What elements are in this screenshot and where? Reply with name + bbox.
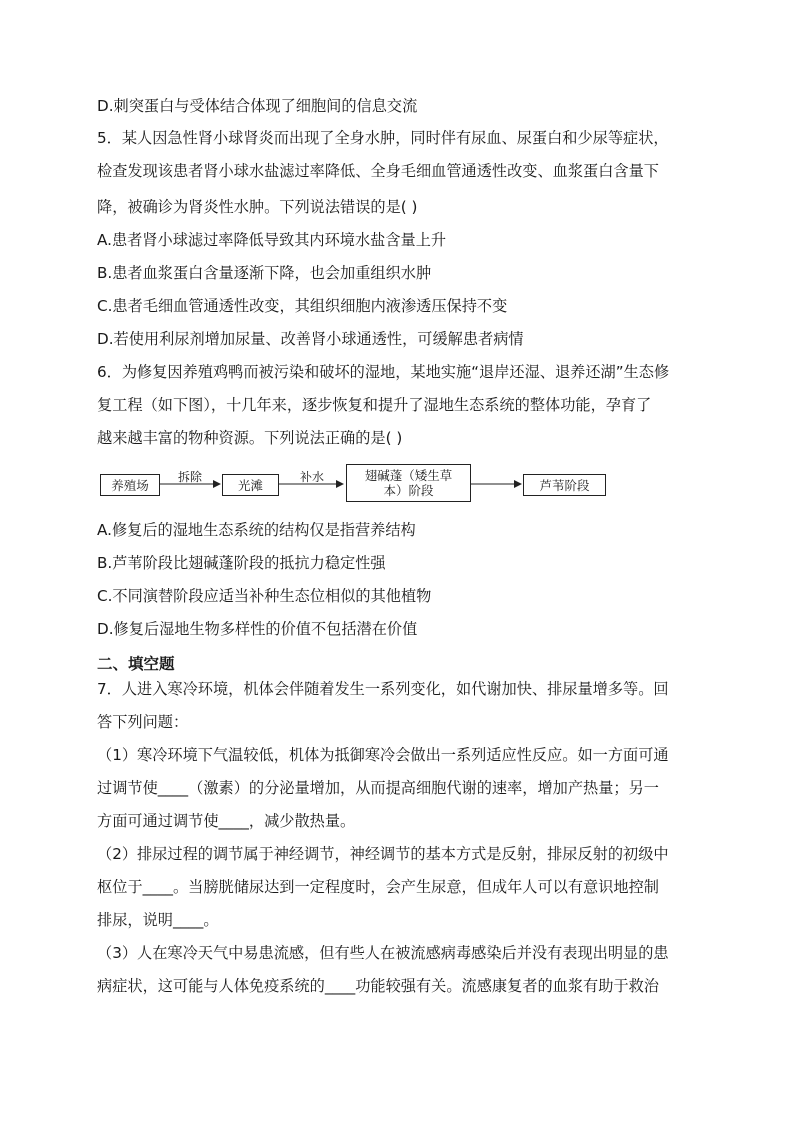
q5-option-b: B.患者血浆蛋白含量逐渐下降，也会加重组织水肿 (97, 264, 432, 282)
q7-stem-line-2: 答下列问题： (97, 713, 189, 731)
succession-flow-diagram (97, 463, 617, 503)
q5-option-a: A.患者肾小球滤过率降低导致其内环境水盐含量上升 (97, 231, 447, 249)
q7-part2-line-3: 排尿，说明____。 (97, 911, 219, 929)
q7-part1-line-1: （1）寒冷环境下气温较低，机体为抵御寒冷会做出一系列适应性反应。如一方面可通 (97, 746, 669, 764)
flow-box-mudflat: 光滩 (222, 474, 279, 496)
q6-stem-line-2: 复工程（如下图），十几年来，逐步恢复和提升了湿地生态系统的整体功能，孕育了 (97, 396, 652, 414)
flow-box-suaeda: 翅碱蓬（矮生草本）阶段 (346, 464, 471, 502)
q7-part1-line-3: 方面可通过调节使____，减少散热量。 (97, 812, 356, 830)
q5-option-c: C.患者毛细血管通透性改变，其组织细胞内液渗透压保持不变 (97, 297, 508, 315)
q5-option-d: D.若使用利尿剂增加尿量、改善肾小球通透性，可缓解患者病情 (97, 330, 524, 348)
q6-option-b: B.芦苇阶段比翅碱蓬阶段的抵抗力稳定性强 (97, 554, 386, 572)
q7-stem-line-1: 7．人进入寒冷环境，机体会伴随着发生一系列变化，如代谢加快、排尿量增多等。回 (97, 680, 669, 698)
q6-stem-line-3: 越来越丰富的物种资源。下列说法正确的是( ) (97, 429, 403, 447)
q6-option-c: C.不同演替阶段应适当补种生态位相似的其他植物 (97, 587, 432, 605)
flow-box-farm: 养殖场 (100, 474, 160, 496)
flow-box-reed: 芦苇阶段 (523, 474, 606, 496)
q7-part3-line-2: 病症状，这可能与人体免疫系统的____功能较强有关。流感康复者的血浆有助于救治 (97, 977, 659, 995)
q6-option-d: D.修复后湿地生物多样性的价值不包括潜在价值 (97, 620, 418, 638)
q7-part2-line-2: 枢位于____。当膀胱储尿达到一定程度时，会产生尿意，但成年人可以有意识地控制 (97, 878, 659, 896)
q6-stem-line-1: 6．为修复因养殖鸡鸭而被污染和破坏的湿地，某地实施“退岸还湿、退养还湖”生态修 (97, 363, 670, 381)
q6-option-a: A.修复后的湿地生态系统的结构仅是指营养结构 (97, 521, 416, 539)
q4-option-d: D.刺突蛋白与受体结合体现了细胞间的信息交流 (97, 97, 418, 115)
arrow-label-add-water: 补水 (299, 470, 324, 484)
q5-stem-line-2: 检查发现该患者肾小球水盐滤过率降低、全身毛细血管通透性改变、血浆蛋白含量下 (97, 162, 659, 180)
q7-part3-line-1: （3）人在寒冷天气中易患流感，但有些人在被流感病毒感染后并没有表现出明显的患 (97, 944, 669, 962)
q7-part1-line-2: 过调节使____（激素）的分泌量增加，从而提高细胞代谢的速率，增加产热量；另一 (97, 779, 659, 797)
q5-stem-line-3: 降，被确诊为肾炎性水肿。下列说法错误的是( ) (97, 198, 418, 216)
section-heading: 二、填空题 (97, 655, 175, 673)
q5-stem-line-1: 5．某人因急性肾小球肾炎而出现了全身水肿，同时伴有尿血、尿蛋白和少尿等症状， (97, 129, 669, 147)
q7-part2-line-1: （2）排尿过程的调节属于神经调节，神经调节的基本方式是反射，排尿反射的初级中 (97, 845, 669, 863)
arrow-label-remove: 拆除 (177, 470, 202, 484)
